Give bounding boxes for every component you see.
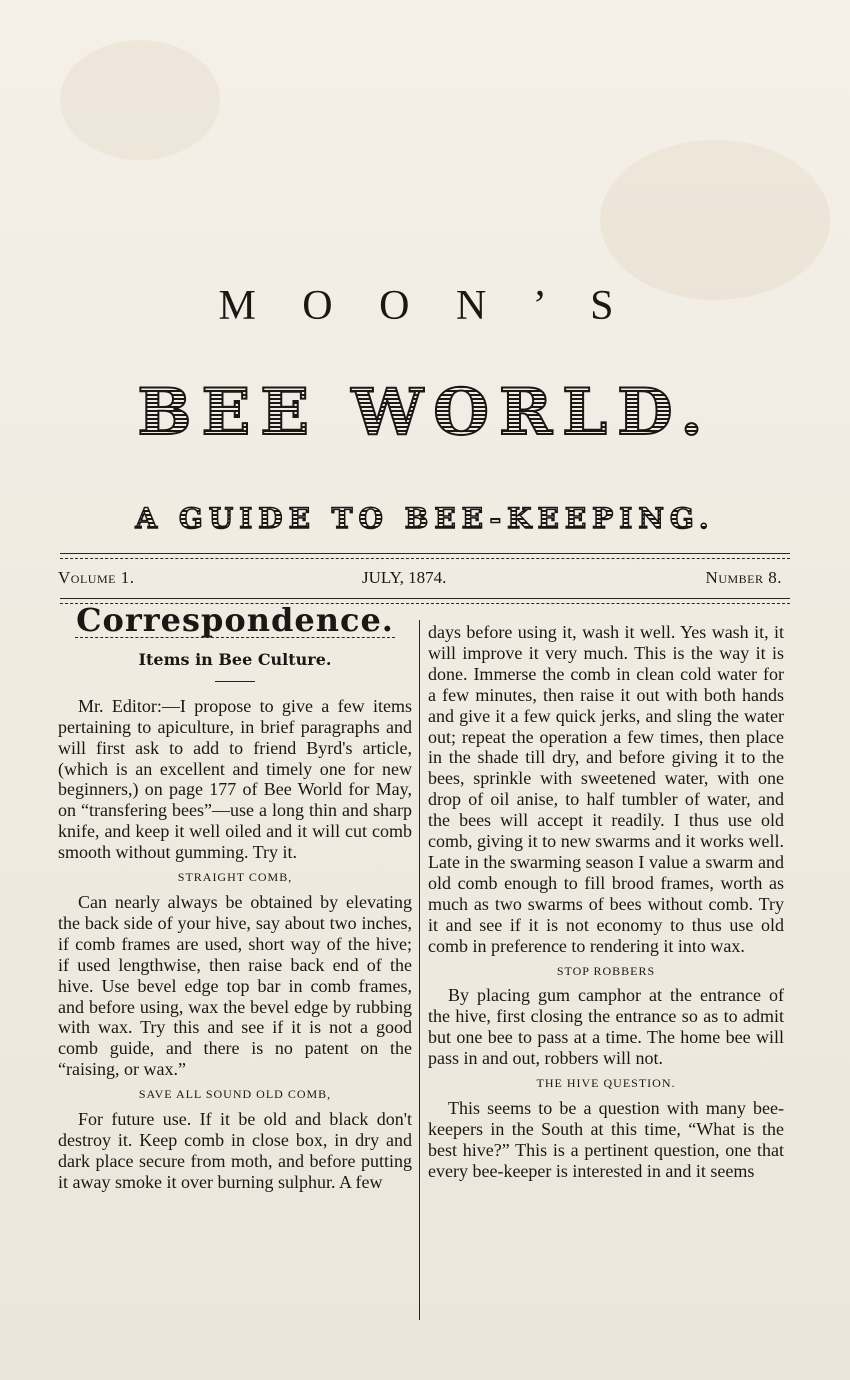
paragraph-continued: days before using it, wash it well. Yes wash it, it will improve it very much. This is the way it is done. Immerse the comb in clean cold water for a few minutes, then raise it out with both hands and give it a few quick jerks, and sling the water out; repeat the operation a few times, then place in the shade till dry, and before giving it to the bees, sprinkle with sweetened water, with one drop of oil anise, to half tumbler of water, and the bees will accept it readily. I thus use old comb, giving it to new swarms and it works well. Late in the swarming season I value a swarm and old comb enough to fill brood frames, worth as much as two swarms of bees without comb. Try it and see if it is not economy to thus use old comb in preference to rendering it into wax. [428,622,784,956]
bee-world-logo-text: BEE WORLD. [137,382,713,450]
motto-logo-text: A GUIDE TO BEE-KEEPING. [135,502,715,535]
right-column [428,622,784,1182]
paper-stain [60,40,220,160]
title-rule [215,681,255,682]
volume-label: Volume 1. [58,568,135,587]
top-rule [60,553,790,554]
section-rule [75,637,395,638]
subhead-stop-robbers: STOP ROBBERS [556,963,656,978]
paragraph-stop-robbers: By placing gum camphor at the entrance of the hive, first closing the entrance so as to admit but one bee to pass at a time. The home bee will pass in and out, robbers will not. [428,985,784,1069]
motto-logo [0,498,850,538]
left-column [58,602,412,1193]
dateline [58,568,782,592]
issue-number: Number 8. [705,568,782,587]
subhead-hive-question: THE HIVE QUESTION. [536,1076,676,1091]
subhead-straight-comb: STRAIGHT COMB, [177,870,293,885]
bee-world-logo [0,382,850,452]
paragraph-straight-comb: Can nearly always be obtained by elevating the back side of your hive, say about two inches, if comb frames are used, short way of the hive; if used lengthwise, then raise back end of the hive. Use bevel edge top bar in comb frames, and before using, wax the bevel edge by rubbing with wax. Try this and see if it is not a good comb guide, and there is no patent on the “raising, or wax.” [58,891,412,1080]
issue-date: JULY, 1874. [362,568,447,587]
section-title: Correspondence. [76,601,394,639]
paper-stain [600,140,830,300]
top-rule-dashed [60,558,790,559]
dateline-rule [60,598,790,599]
subhead-save-comb: SAVE ALL SOUND OLD COMB, [138,1087,332,1102]
masthead-bee-world [0,382,850,452]
column-divider [419,620,420,1320]
article-intro: Mr. Editor:—I propose to give a few items pertaining to apiculture, in brief paragraphs and will first ask to add to friend Byrd's article, (which is an excellent and timely one for new beginners,) on page 177 of Bee World for May, on “transfering bees”—use a long thin and sharp knife, and keep it well oiled and it will cut comb smooth without gumming. Try it. [58,695,412,863]
masthead-moons: M O O N ’ S [218,283,632,329]
article-title: Items in Bee Culture. [138,649,332,669]
paragraph-hive-question: This seems to be a question with many bee-keepers in the South at this time, “What is the best hive?” This is a pertinent question, one that every bee-keeper is interested in and it seems [428,1097,784,1181]
paragraph-save-comb: For future use. If it be old and black don't destroy it. Keep comb in close box, in dry and dark place secure from moth, and before putting it away smoke it over burning sulphur. A few [58,1109,412,1192]
masthead-motto [0,498,850,538]
